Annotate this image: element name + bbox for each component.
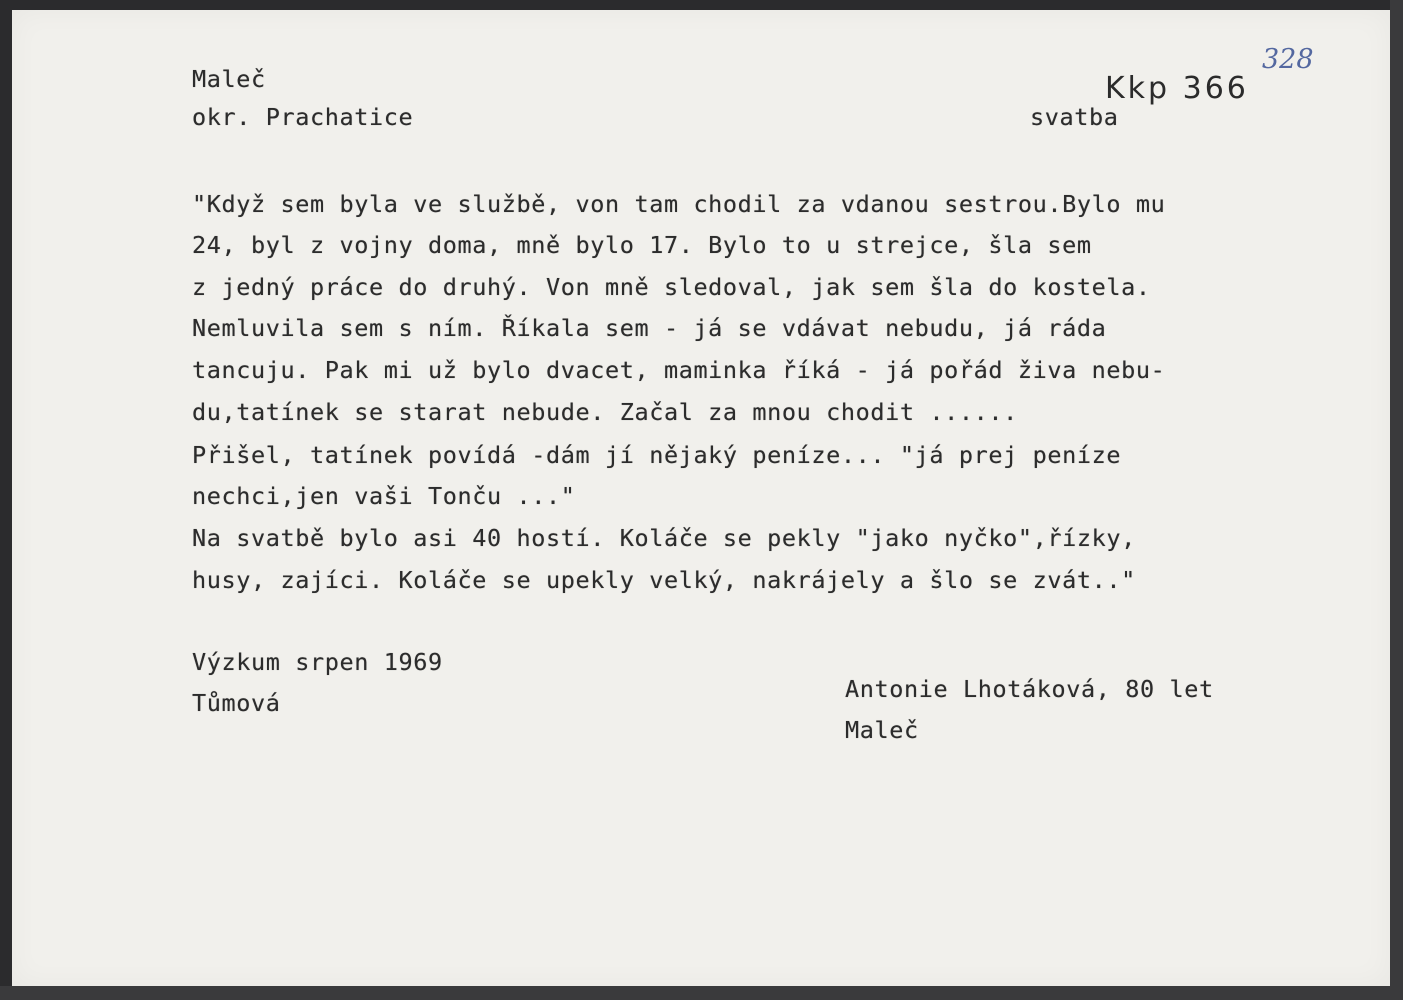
text-line: Nemluvila sem s ním. Říkala sem - já se vdávat nebudu, já ráda: [192, 314, 1107, 342]
informant-place: Maleč: [845, 716, 919, 744]
text-line: nechci,jen vaši Tonču ...": [192, 482, 576, 510]
text-line: Na svatbě bylo asi 40 hostí. Koláče se pekly "jako nyčko",řízky,: [192, 524, 1136, 552]
text-line: "Když sem byla ve službě, von tam chodil za vdanou sestrou.Bylo mu: [192, 190, 1166, 218]
text-line: du,tatínek se starat nebude. Začal za mnou chodit ......: [192, 398, 1018, 426]
text-line: tancuju. Pak mi už bylo dvacet, maminka říká - já pořád živa nebu-: [192, 356, 1166, 384]
catalog-code: Kkp 366: [1105, 71, 1249, 106]
research-date: Výzkum srpen 1969: [192, 648, 443, 676]
text-line: 24, byl z vojny doma, mně bylo 17. Bylo to u strejce, šla sem: [192, 231, 1092, 259]
text-line: Přišel, tatínek povídá -dám jí nějaký peníze... "já prej peníze: [192, 441, 1122, 469]
scan-border-right: [1390, 0, 1403, 1000]
text-line: husy, zajíci. Koláče se upekly velký, nakrájely a šlo se zvát..": [192, 566, 1136, 594]
researcher-name: Tůmová: [192, 689, 281, 717]
scan-border-bottom: [0, 986, 1403, 1000]
text-line: z jedný práce do druhý. Von mně sledoval, jak sem šla do kostela.: [192, 273, 1151, 301]
handwritten-number: 328: [1262, 44, 1314, 75]
header-topic: svatba: [1030, 103, 1119, 131]
informant-name: Antonie Lhotáková, 80 let: [845, 675, 1214, 703]
header-district: okr. Prachatice: [192, 103, 414, 131]
header-location: Maleč: [192, 65, 266, 93]
